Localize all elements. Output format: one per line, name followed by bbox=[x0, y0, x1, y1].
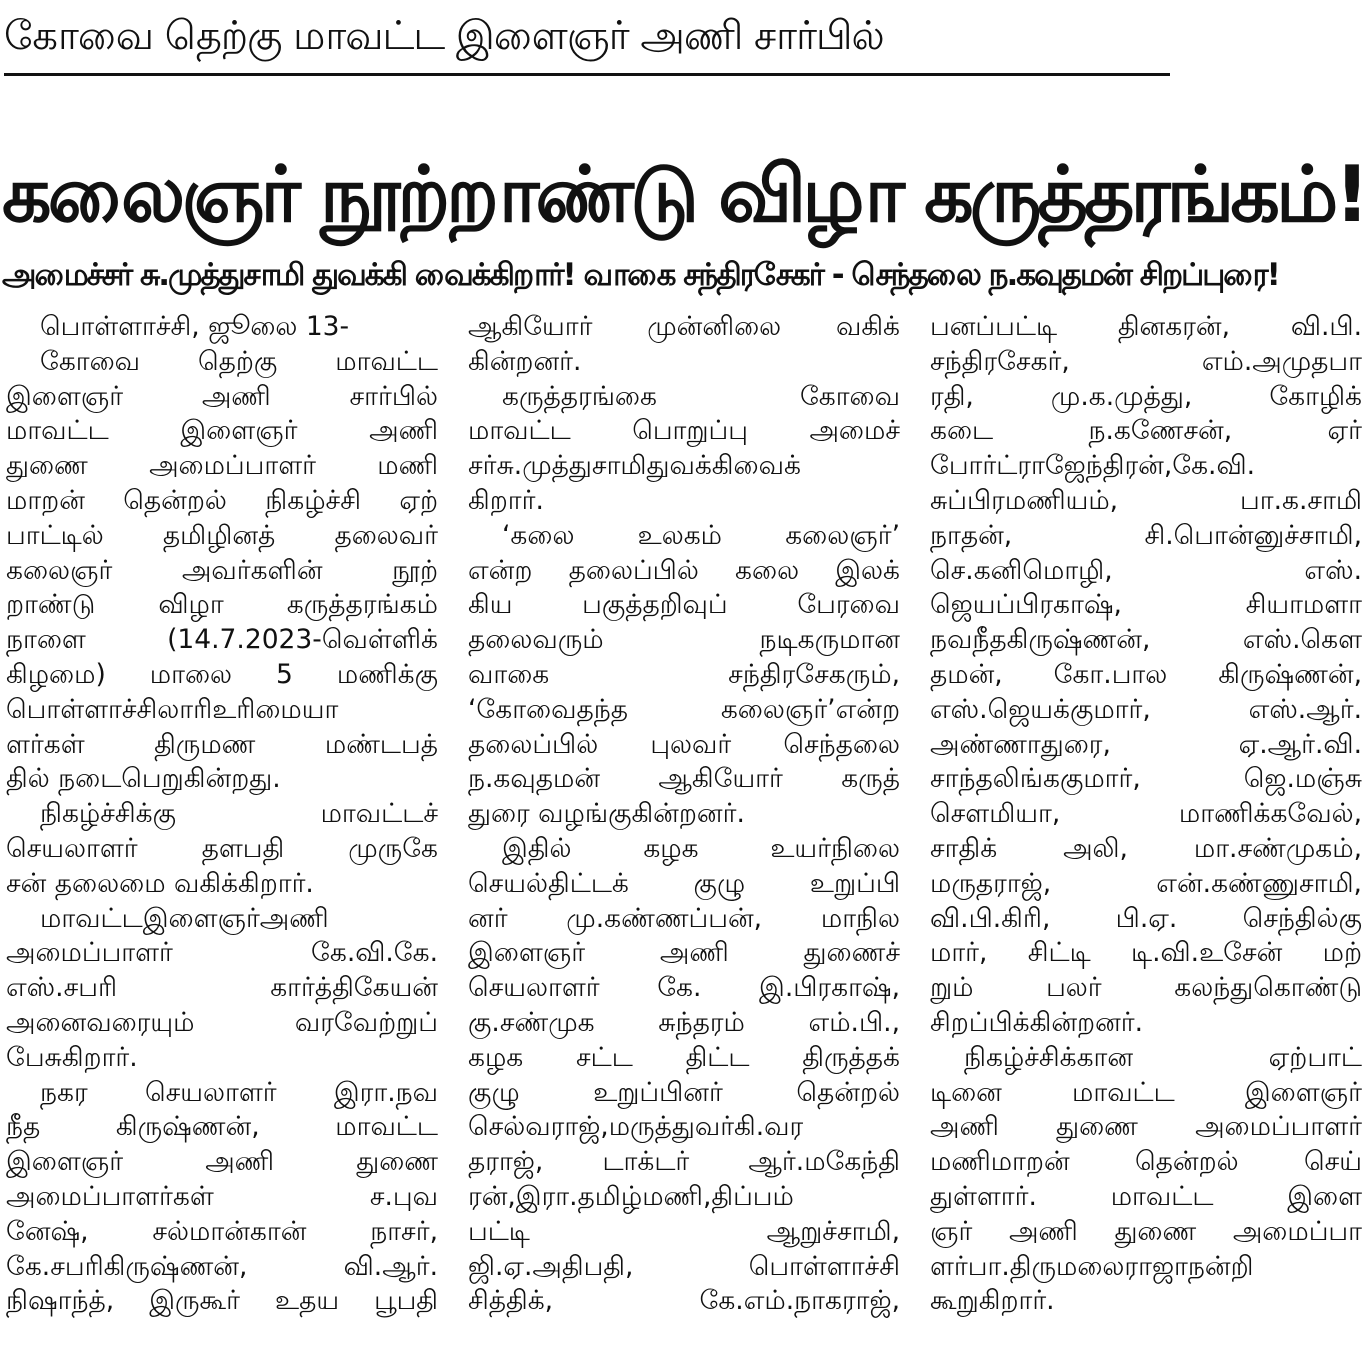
article-line: றும் பலர் கலந்துகொண்டு bbox=[930, 972, 1362, 1004]
article-line: என்ற தலைப்பில் கலை இலக் bbox=[468, 554, 900, 586]
article-line: செல்வராஜ்,மருத்துவர்கி.வர bbox=[468, 1111, 804, 1143]
article-line: கூறுகிறார். bbox=[930, 1285, 1055, 1317]
article-line: எஸ்.ஜெயக்குமார், எஸ்.ஆர். bbox=[930, 693, 1362, 725]
article-line: சிறப்பிக்கின்றனர். bbox=[930, 1006, 1144, 1038]
article-line: கிழமை) மாலை 5 மணிக்கு bbox=[6, 658, 438, 690]
article-line: அண்ணாதுரை, ஏ.ஆர்.வி. bbox=[930, 728, 1362, 760]
article-line: மணிமாறன் தென்றல் செய் bbox=[930, 1146, 1362, 1178]
article-line: தமன், கோ.பால கிருஷ்ணன், bbox=[930, 658, 1362, 690]
article-line: ளர்கள் திருமண மண்டபத் bbox=[6, 728, 438, 760]
article-line: செயல்திட்டக் குழு உறுப்பி bbox=[468, 867, 900, 899]
article-line: கழக சட்ட திட்ட திருத்தக் bbox=[468, 1041, 900, 1073]
subheadline: அமைச்சர் சு.முத்துசாமி துவக்கி வைக்கிறார்! வாகை சந்திரசேகர் - செந்தலை ந.கவுதமன் சிறப்புரை! bbox=[2, 256, 1279, 293]
article-line: பாட்டில் தமிழினத் தலைவர் bbox=[6, 519, 438, 551]
article-line: நிஷாந்த், இருகூர் உதய பூபதி bbox=[6, 1285, 438, 1317]
article-line: சாந்தலிங்ககுமார், ஜெ.மஞ்சு bbox=[930, 763, 1362, 795]
article-line: மாவட்ட பொறுப்பு அமைச் bbox=[468, 415, 900, 447]
article-line: வாகை சந்திரசேகரும், bbox=[468, 658, 900, 690]
article-line: இளைஞர் அணி துணைச் bbox=[468, 937, 900, 969]
article-line: மார், சிட்டி டி.வி.உசேன் மற் bbox=[930, 937, 1362, 969]
article-line: நவநீதகிருஷ்ணன், எஸ்.கௌ bbox=[930, 624, 1362, 656]
article-line: நீத கிருஷ்ணன், மாவட்ட bbox=[6, 1111, 438, 1143]
article-line: இளைஞர் அணி துணை bbox=[6, 1146, 438, 1178]
article-line: சித்திக், கே.எம்.நாகராஜ், bbox=[468, 1285, 900, 1317]
article-line: அமைப்பாளர்கள் ச.புவ bbox=[6, 1180, 438, 1212]
article-line: மருதராஜ், என்.கண்ணுசாமி, bbox=[930, 867, 1362, 899]
article-line: ந.கவுதமன் ஆகியோர் கருத் bbox=[468, 763, 900, 795]
article-line: பொள்ளாச்சிலாரிஉரிமையா bbox=[6, 693, 339, 725]
article-line: தலைப்பில் புலவர் செந்தலை bbox=[468, 728, 900, 760]
article-line: வி.பி.கிரி, பி.ஏ. செந்தில்கு bbox=[930, 902, 1362, 934]
article-line: பட்டி ஆறுச்சாமி, bbox=[468, 1215, 900, 1247]
article-line: கடை ந.கணேசன், ஏர் bbox=[930, 415, 1362, 447]
article-line: செயலாளர் கே. இ.பிரகாஷ், bbox=[468, 972, 900, 1004]
article-line: எஸ்.சபரி கார்த்திகேயன் bbox=[6, 972, 438, 1004]
article-line: இதில் கழக உயர்நிலை bbox=[502, 832, 900, 864]
kicker-heading: கோவை தெற்கு மாவட்ட இளைஞர் அணி சார்பில் bbox=[4, 13, 884, 59]
article-line: ளர்பா.திருமலைராஜாநன்றி bbox=[930, 1250, 1254, 1282]
article-line: ரன்,இரா.தமிழ்மணி,திப்பம் bbox=[468, 1180, 794, 1212]
article-line: ‘கலை உலகம் கலைஞர்’ bbox=[502, 519, 900, 551]
article-line: அமைப்பாளர் கே.வி.கே. bbox=[6, 937, 438, 969]
article-column-1 bbox=[6, 310, 438, 1354]
article-line: டினை மாவட்ட இளைஞர் bbox=[930, 1076, 1362, 1108]
article-line: குழு உறுப்பினர் தென்றல் bbox=[468, 1076, 900, 1108]
article-line: கே.சபரிகிருஷ்ணன், வி.ஆர். bbox=[6, 1250, 438, 1282]
article-line: கலைஞர் அவர்களின் நூற் bbox=[6, 554, 438, 586]
article-line: ஜெயப்பிரகாஷ், சியாமளா bbox=[930, 589, 1362, 621]
article-line: தலைவரும் நடிகருமான bbox=[468, 624, 900, 656]
article-line: னேஷ், சல்மான்கான் நாசர், bbox=[6, 1215, 438, 1247]
article-line: நிகழ்ச்சிக்கு மாவட்டச் bbox=[40, 798, 438, 830]
article-line: ‘கோவைதந்த கலைஞர்’என்ற bbox=[468, 693, 900, 725]
article-line: தராஜ், டாக்டர் ஆர்.மகேந்தி bbox=[468, 1146, 900, 1178]
article-line: ஆகியோர் முன்னிலை வகிக் bbox=[468, 311, 900, 342]
article-line: சர்சு.முத்துசாமிதுவக்கிவைக் bbox=[468, 450, 801, 482]
article-column-2 bbox=[468, 310, 900, 1354]
article-line: மாவட்டஇளைஞர்அணி bbox=[40, 902, 329, 934]
article-line: தில் நடைபெறுகின்றது. bbox=[6, 763, 281, 795]
article-line: றாண்டு விழா கருத்தரங்கம் bbox=[6, 589, 438, 621]
article-line: நாதன், சி.பொன்னுச்சாமி, bbox=[930, 519, 1362, 551]
article-line: சுப்பிரமணியம், பா.க.சாமி bbox=[930, 484, 1362, 516]
article-line: நகர செயலாளர் இரா.நவ bbox=[40, 1076, 438, 1108]
article-line: கிய பகுத்தறிவுப் பேரவை bbox=[468, 589, 900, 621]
headline: கலைஞர் நூற்றாண்டு விழா கருத்தரங்கம்! bbox=[2, 149, 1366, 240]
article-line: அனைவரையும் வரவேற்றுப் bbox=[6, 1006, 438, 1038]
article-line: பொள்ளாச்சி, ஜூலை 13- bbox=[40, 311, 350, 342]
article-line: நாளை (14.7.2023-வெள்ளிக் bbox=[6, 624, 438, 656]
article-line: செயலாளர் தளபதி முருகே bbox=[6, 832, 438, 864]
article-line: ஜி.ஏ.அதிபதி, பொள்ளாச்சி bbox=[468, 1250, 900, 1282]
article-column-3 bbox=[930, 310, 1362, 1354]
article-line: னர் மு.கண்ணப்பன், மாநில bbox=[468, 902, 900, 934]
article-line: சன் தலைமை வகிக்கிறார். bbox=[6, 867, 314, 899]
article-line: சந்திரசேகர், எம்.அமுதபா bbox=[930, 345, 1362, 377]
article-line: துரை வழங்குகின்றனர். bbox=[468, 798, 745, 830]
article-line: கிறார். bbox=[468, 484, 544, 516]
article-line: அணி துணை அமைப்பாளர் bbox=[930, 1111, 1362, 1143]
article-line: இளைஞர் அணி சார்பில் bbox=[6, 380, 438, 412]
article-line: கருத்தரங்கை கோவை bbox=[502, 380, 900, 412]
article-line: துள்ளார். மாவட்ட இளை bbox=[930, 1180, 1362, 1212]
article-line: ரதி, மு.க.முத்து, கோழிக் bbox=[930, 380, 1362, 412]
article-line: போர்ட்ராஜேந்திரன்,கே.வி. bbox=[930, 450, 1256, 482]
article-line: கின்றனர். bbox=[468, 345, 582, 377]
article-line: சாதிக் அலி, மா.சண்முகம், bbox=[930, 832, 1362, 864]
article-line: பேசுகிறார். bbox=[6, 1041, 138, 1073]
kicker-underline bbox=[4, 73, 1170, 76]
article-line: செ.கனிமொழி, எஸ். bbox=[930, 554, 1362, 586]
article-line: மாறன் தென்றல் நிகழ்ச்சி ஏற் bbox=[6, 484, 438, 516]
article-line: கு.சண்முக சுந்தரம் எம்.பி., bbox=[468, 1006, 900, 1038]
article-line: நிகழ்ச்சிக்கான ஏற்பாட் bbox=[964, 1041, 1362, 1073]
article-line: கோவை தெற்கு மாவட்ட bbox=[40, 345, 438, 377]
article-line: பனப்பட்டி தினகரன், வி.பி. bbox=[930, 311, 1362, 342]
article-line: ஞர் அணி துணை அமைப்பா bbox=[930, 1215, 1362, 1247]
article-line: சௌமியா, மாணிக்கவேல், bbox=[930, 798, 1362, 830]
article-line: மாவட்ட இளைஞர் அணி bbox=[6, 415, 438, 447]
article-line: துணை அமைப்பாளர் மணி bbox=[6, 450, 438, 482]
